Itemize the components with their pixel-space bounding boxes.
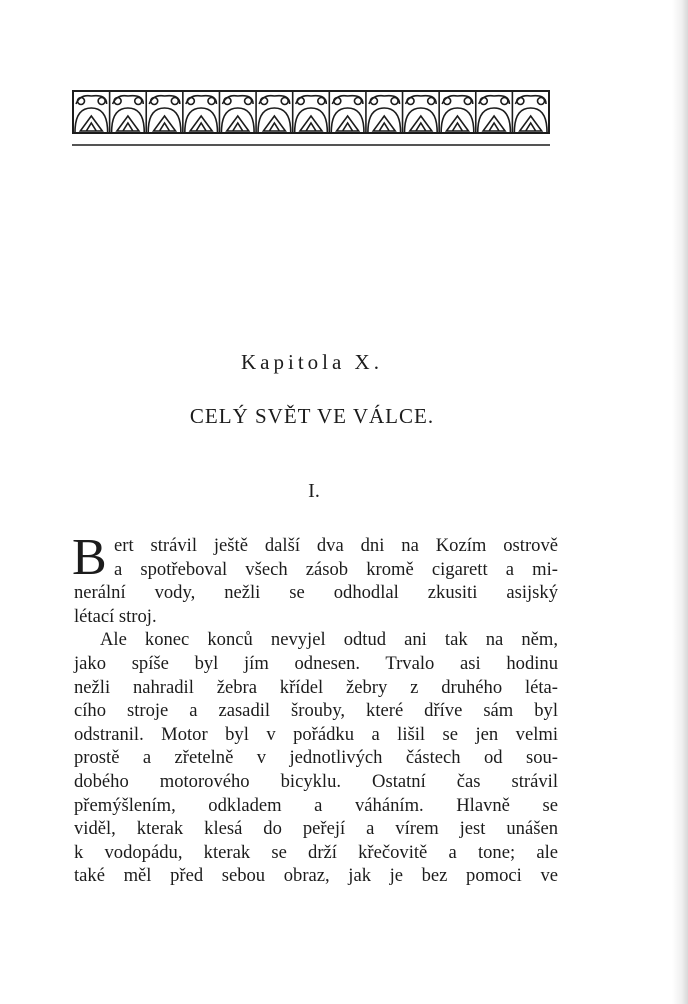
ornament-motif (512, 91, 547, 133)
text-line: odstranil. Motor byl v pořádku a lišil se jen velmi (74, 723, 558, 745)
text-line: cího stroje a zasadil šrouby, které dříve sám byl (74, 700, 558, 722)
text-line: létací stroj. (74, 605, 157, 627)
body-text (72, 529, 558, 888)
ornament-motif (75, 96, 108, 132)
ornament-motif (256, 91, 291, 133)
page-edge (672, 0, 688, 1004)
ornament-motif (439, 91, 474, 133)
ornament-motif (183, 91, 218, 133)
ornamental-header-border (72, 86, 550, 148)
ornament-motif (329, 91, 364, 133)
ornament-motif (219, 91, 254, 133)
ornament-motif (403, 91, 438, 133)
text-line: jako spíše byl jím odnesen. Trvalo asi hodinu (74, 652, 558, 674)
section-number: I. (308, 480, 320, 502)
text-line: k vodopádu, kterak se drží křečovitě a tone; ale (74, 841, 558, 863)
ornament-motif (476, 91, 511, 133)
text-line: Ale konec konců nevyjel odtud ani tak na něm, (100, 629, 558, 651)
ornament-motif (110, 91, 145, 133)
ornament-motif (146, 91, 181, 133)
text-line: dobého motorového bicyklu. Ostatní čas strávil (74, 770, 558, 792)
text-line: také měl před sebou obraz, jak je bez pomoci ve (74, 865, 558, 887)
text-line: viděl, kterak klesá do peřejí a vírem jest unášen (74, 818, 558, 840)
text-line: nerální vody, nežli se odhodlal zkusiti asijský (74, 582, 558, 604)
ornament-motif (293, 91, 328, 133)
text-line: přemýšlením, odkladem a váháním. Hlavně se (74, 794, 558, 816)
chapter-label: Kapitola X. (241, 350, 383, 374)
text-line: a spotřeboval všech zásob kromě cigarett a mi- (114, 558, 558, 580)
chapter-title: CELÝ SVĚT VE VÁLCE. (189, 404, 435, 428)
ornament-motif (366, 91, 401, 133)
drop-cap: B (72, 529, 107, 586)
text-line: ert strávil ještě další dva dni na Kozím ostrově (114, 535, 558, 556)
text-line: nežli nahradil žebra křídel žebry z druhého léta- (74, 676, 558, 698)
text-line: prostě a zřetelně v jednotlivých částech od sou- (74, 747, 558, 769)
